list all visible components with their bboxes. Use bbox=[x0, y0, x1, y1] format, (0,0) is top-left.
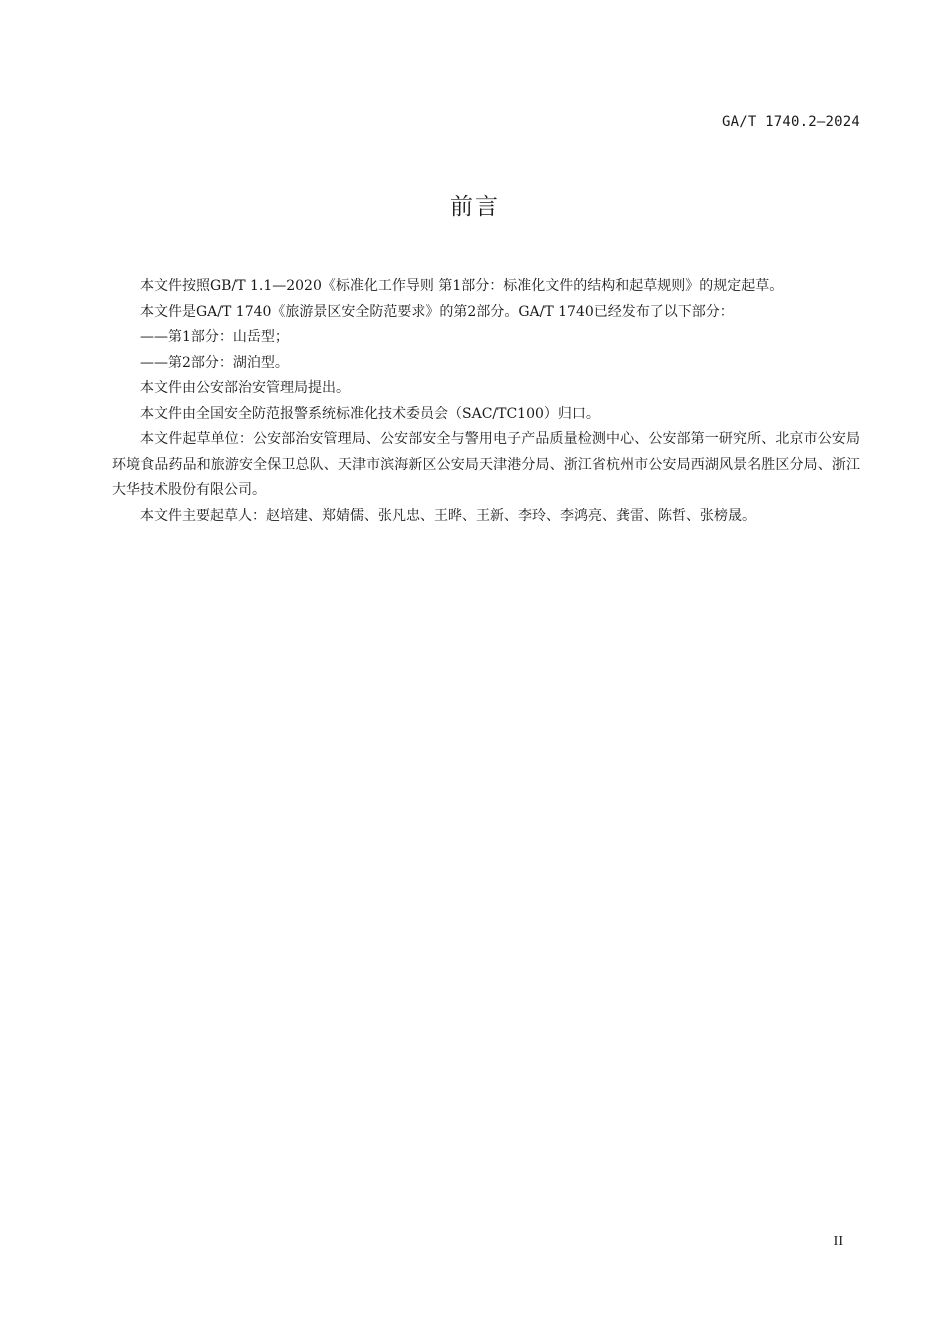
page-title: 前言 bbox=[450, 194, 500, 220]
foreword-body bbox=[112, 274, 860, 529]
paragraph-drafters: 本文件主要起草人：赵培建、郑婧儒、张凡忠、王晔、王新、李玲、李鸿亮、龚雷、陈哲、张榜晟。 bbox=[140, 507, 756, 524]
paragraph-drafting-units: 本文件起草单位：公安部治安管理局、公安部安全与警用电子产品质量检测中心、公安部第一研究所、北京市公安局环境食品药品和旅游安全保卫总队、天津市滨海新区公安局天津港分局、浙江省杭州市公安局西湖风景名胜区分局、浙江大华技术股份有限公司。 bbox=[112, 431, 860, 498]
paragraph-committee: 本文件由全国安全防范报警系统标准化技术委员会（SAC/TC100）归口。 bbox=[140, 405, 600, 422]
paragraph-proposer: 本文件由公安部治安管理局提出。 bbox=[140, 380, 350, 396]
paragraph-drafting-rules: 本文件按照GB/T 1.1—2020《标准化工作导则 第1部分：标准化文件的结构和起草规则》的规定起草。 bbox=[140, 278, 784, 294]
document-code: GA/T 1740.2—2024 bbox=[721, 114, 860, 130]
paragraph-series-info: 本文件是GA/T 1740《旅游景区安全防范要求》的第2部分。GA/T 1740已经发布了以下部分： bbox=[140, 303, 734, 320]
page-number: II bbox=[833, 1234, 843, 1249]
list-item-part-2: ——第2部分：湖泊型。 bbox=[140, 354, 289, 371]
list-item-part-1: ——第1部分：山岳型； bbox=[140, 329, 289, 345]
